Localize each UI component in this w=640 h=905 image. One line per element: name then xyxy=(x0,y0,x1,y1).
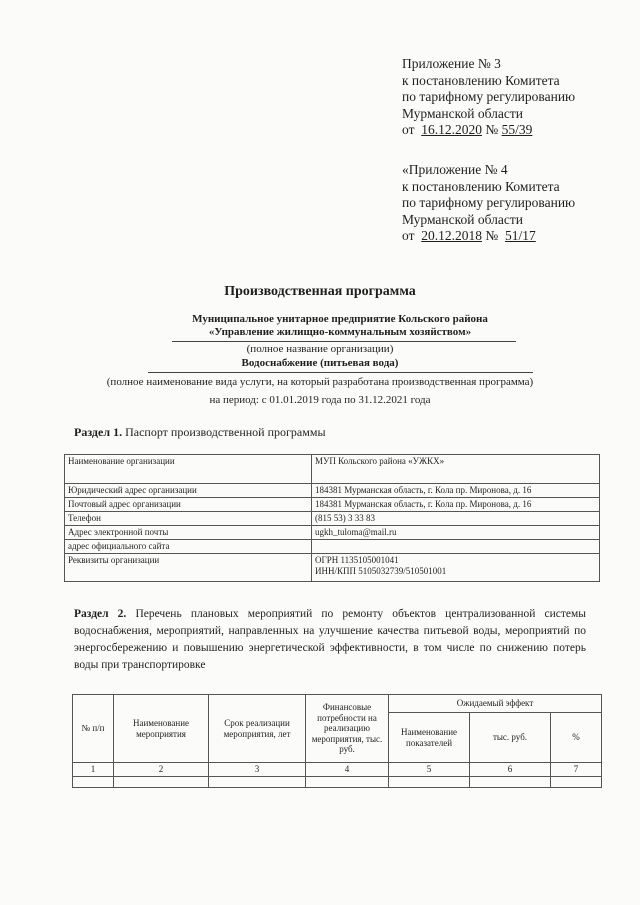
passport-table xyxy=(64,454,600,582)
appendix-4-date: 20.12.2018 xyxy=(421,228,482,243)
appendix-3-date: 16.12.2020 xyxy=(421,122,482,137)
passport-cell-value: МУП Кольского района «УЖКХ» xyxy=(312,455,600,484)
table-row xyxy=(65,498,600,512)
organization-underline xyxy=(172,341,516,342)
service-name: Водоснабжение (питьевая вода) xyxy=(241,357,399,369)
passport-cell-name: адрес официального сайта xyxy=(65,540,312,554)
appendix-3-block xyxy=(402,56,575,139)
passport-cell-name: Адрес электронной почты xyxy=(65,526,312,540)
appendix-3-date-line xyxy=(402,122,575,139)
passport-cell-value: ugkh_tuloma@mail.ru xyxy=(312,526,600,540)
appendix-4-num-label: № xyxy=(485,228,499,243)
table-row xyxy=(65,554,600,582)
section-1-title: Паспорт производственной программы xyxy=(125,425,326,439)
program-period: на период: с 01.01.2019 года по 31.12.2021 года xyxy=(209,394,431,406)
organization-caption: (полное название организации) xyxy=(246,343,394,355)
header-financing: Финансовые потребности на реализацию мероприятия, тыс. руб. xyxy=(306,695,389,763)
section-2-text: Перечень плановых мероприятий по ремонту объектов централизованной системы водоснабжения, мероприятий, направленных на улучшение качества питьевой воды, мероприятий по энергосбережению и повышению энергетической эффективности, в том числе по снижению потерь воды при транспортировке xyxy=(74,608,587,671)
organization-line1: Муниципальное унитарное предприятие Кольского района xyxy=(192,313,488,325)
passport-inn-kpp: ИНН/КПП 5105032739/510501001 xyxy=(315,566,447,576)
organization-block xyxy=(160,313,520,339)
empty-cell xyxy=(306,776,389,787)
col-num-6: 6 xyxy=(470,763,551,777)
empty-cell xyxy=(551,776,602,787)
empty-cell xyxy=(209,776,306,787)
header-name: Наименование мероприятия xyxy=(114,695,209,763)
passport-cell-name: Реквизиты организации xyxy=(65,554,312,582)
service-underline xyxy=(148,372,533,373)
appendix-3-number: 55/39 xyxy=(501,122,533,137)
passport-cell-value xyxy=(312,540,600,554)
section-1-label: Раздел 1. xyxy=(74,425,123,439)
passport-ogrn: ОГРН 1135105001041 xyxy=(315,555,399,565)
col-num-3: 3 xyxy=(209,763,306,777)
table-row xyxy=(65,526,600,540)
col-num-1: 1 xyxy=(73,763,114,777)
table-row xyxy=(65,455,600,484)
appendix-4-line4: Мурманской области xyxy=(402,211,523,227)
page-title: Производственная программа xyxy=(224,284,416,299)
col-num-7: 7 xyxy=(551,763,602,777)
header-thousand-rub: тыс. руб. xyxy=(470,713,551,763)
appendix-3-line3: по тарифному регулированию xyxy=(402,89,576,104)
measures-table xyxy=(72,694,602,788)
table-row xyxy=(73,763,602,777)
table-row xyxy=(65,540,600,554)
empty-cell xyxy=(114,776,209,787)
appendix-3-from-label: от xyxy=(402,122,415,137)
appendix-4-date-line xyxy=(402,228,575,245)
table-row xyxy=(65,512,600,526)
col-num-4: 4 xyxy=(306,763,389,777)
appendix-4-number: 51/17 xyxy=(505,228,536,243)
header-term: Срок реализации мероприятия, лет xyxy=(209,695,306,763)
section-2-paragraph xyxy=(74,606,586,674)
passport-cell-value: (815 53) 3 33 83 xyxy=(312,512,600,526)
table-row xyxy=(65,484,600,498)
header-indicators: Наименование показателей xyxy=(389,713,470,763)
empty-cell xyxy=(470,776,551,787)
empty-cell xyxy=(73,776,114,787)
passport-cell-name: Юридический адрес организации xyxy=(65,484,312,498)
header-percent: % xyxy=(551,713,602,763)
header-expected-effect: Ожидаемый эффект xyxy=(389,695,602,713)
table-row xyxy=(73,695,602,713)
passport-cell-value xyxy=(312,554,600,582)
passport-cell-name: Наименование организации xyxy=(65,455,312,484)
appendix-4-line2: к постановлению Комитета xyxy=(402,178,560,194)
section-2-label: Раздел 2. xyxy=(74,608,127,620)
organization-line2: «Управление жилищно-коммунальным хозяйством» xyxy=(208,326,472,338)
appendix-3-line2: к постановлению Комитета xyxy=(402,72,560,88)
appendix-4-block xyxy=(402,162,575,245)
appendix-4-from-label: от xyxy=(402,228,415,243)
passport-cell-name: Телефон xyxy=(65,512,312,526)
passport-cell-value: 184381 Мурманская область, г. Кола пр. Миронова, д. 16 xyxy=(312,484,600,498)
col-num-5: 5 xyxy=(389,763,470,777)
section-1-heading xyxy=(74,425,326,440)
passport-cell-name: Почтовый адрес организации xyxy=(65,498,312,512)
appendix-3-line1: Приложение № 3 xyxy=(402,56,501,71)
appendix-3-num-label: № xyxy=(485,122,499,137)
col-num-2: 2 xyxy=(114,763,209,777)
table-row xyxy=(73,776,602,787)
header-num: № п/п xyxy=(73,695,114,763)
appendix-3-line4: Мурманской области xyxy=(402,105,523,121)
service-caption: (полное наименование вида услуги, на который разработана производственная программа) xyxy=(106,376,534,388)
appendix-4-line3: по тарифному регулированию xyxy=(402,195,576,210)
appendix-4-line1: «Приложение № 4 xyxy=(402,162,508,177)
passport-cell-value: 184381 Мурманская область, г. Кола пр. Миронова, д. 16 xyxy=(312,498,600,512)
empty-cell xyxy=(389,776,470,787)
